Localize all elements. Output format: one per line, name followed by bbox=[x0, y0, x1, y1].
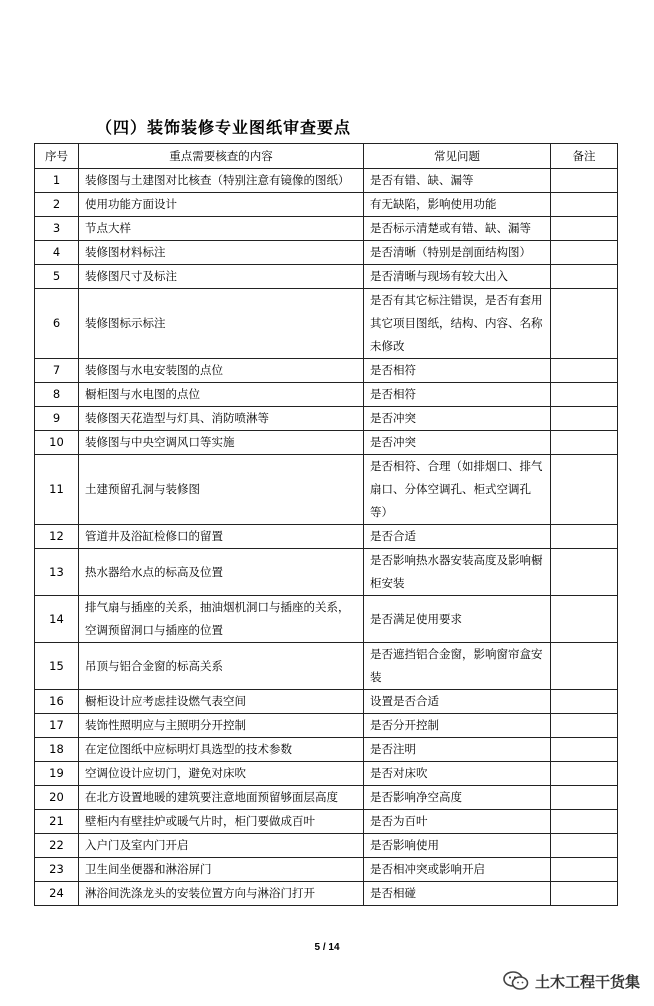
row-note bbox=[551, 265, 618, 289]
table-row bbox=[35, 714, 618, 738]
row-content: 入户门及室内门开启 bbox=[79, 834, 364, 858]
row-content: 装修图天花造型与灯具、消防喷淋等 bbox=[79, 407, 364, 431]
header-content: 重点需要核查的内容 bbox=[79, 144, 364, 169]
row-note bbox=[551, 455, 618, 525]
row-number: 18 bbox=[35, 738, 79, 762]
row-issue: 是否注明 bbox=[364, 738, 551, 762]
table-row bbox=[35, 217, 618, 241]
row-note bbox=[551, 359, 618, 383]
row-note bbox=[551, 549, 618, 596]
row-number: 22 bbox=[35, 834, 79, 858]
row-issue: 是否冲突 bbox=[364, 407, 551, 431]
table-row bbox=[35, 690, 618, 714]
row-content: 在北方设置地暖的建筑要注意地面预留够面层高度 bbox=[79, 786, 364, 810]
row-note bbox=[551, 643, 618, 690]
row-number: 1 bbox=[35, 169, 79, 193]
row-content: 装修图与土建图对比核查（特别注意有镜像的图纸） bbox=[79, 169, 364, 193]
row-note bbox=[551, 882, 618, 906]
row-issue: 是否相符、合理（如排烟口、排气扇口、分体空调孔、柜式空调孔等） bbox=[364, 455, 551, 525]
row-content: 装修图与水电安装图的点位 bbox=[79, 359, 364, 383]
row-number: 9 bbox=[35, 407, 79, 431]
row-note bbox=[551, 762, 618, 786]
wechat-icon bbox=[503, 970, 529, 992]
row-number: 23 bbox=[35, 858, 79, 882]
row-content: 排气扇与插座的关系，抽油烟机洞口与插座的关系，空调预留洞口与插座的位置 bbox=[79, 596, 364, 643]
row-number: 17 bbox=[35, 714, 79, 738]
row-issue: 是否冲突 bbox=[364, 431, 551, 455]
row-note bbox=[551, 596, 618, 643]
table-row bbox=[35, 834, 618, 858]
row-content: 壁柜内有壁挂炉或暖气片时，柜门要做成百叶 bbox=[79, 810, 364, 834]
row-issue: 是否满足使用要求 bbox=[364, 596, 551, 643]
review-table bbox=[34, 143, 618, 906]
row-number: 7 bbox=[35, 359, 79, 383]
row-issue: 是否对床吹 bbox=[364, 762, 551, 786]
row-issue: 设置是否合适 bbox=[364, 690, 551, 714]
row-content: 节点大样 bbox=[79, 217, 364, 241]
row-content: 吊顶与铝合金窗的标高关系 bbox=[79, 643, 364, 690]
row-content: 热水器给水点的标高及位置 bbox=[79, 549, 364, 596]
table-row bbox=[35, 265, 618, 289]
table-row bbox=[35, 858, 618, 882]
table-row bbox=[35, 289, 618, 359]
table-row bbox=[35, 241, 618, 265]
row-content: 橱柜图与水电图的点位 bbox=[79, 383, 364, 407]
row-note bbox=[551, 858, 618, 882]
row-content: 装修图与中央空调风口等实施 bbox=[79, 431, 364, 455]
row-content: 土建预留孔洞与装修图 bbox=[79, 455, 364, 525]
table-row bbox=[35, 455, 618, 525]
row-number: 21 bbox=[35, 810, 79, 834]
watermark-text: 土木工程干货集 bbox=[534, 972, 640, 991]
row-note bbox=[551, 407, 618, 431]
row-number: 11 bbox=[35, 455, 79, 525]
row-issue: 是否有错、缺、漏等 bbox=[364, 169, 551, 193]
table-row bbox=[35, 431, 618, 455]
row-note bbox=[551, 169, 618, 193]
table-row bbox=[35, 383, 618, 407]
row-issue: 是否标示清楚或有错、缺、漏等 bbox=[364, 217, 551, 241]
watermark bbox=[503, 970, 640, 992]
row-issue: 是否相碰 bbox=[364, 882, 551, 906]
row-issue: 是否清晰与现场有较大出入 bbox=[364, 265, 551, 289]
row-issue: 是否为百叶 bbox=[364, 810, 551, 834]
page-title: （四）装饰装修专业图纸审查要点 bbox=[96, 118, 352, 137]
row-content: 淋浴间洗涤龙头的安装位置方向与淋浴门打开 bbox=[79, 882, 364, 906]
table-header-row bbox=[35, 144, 618, 169]
row-issue: 是否分开控制 bbox=[364, 714, 551, 738]
row-content: 管道井及浴缸检修口的留置 bbox=[79, 525, 364, 549]
table-row bbox=[35, 193, 618, 217]
table-row bbox=[35, 738, 618, 762]
row-number: 5 bbox=[35, 265, 79, 289]
row-note bbox=[551, 810, 618, 834]
row-note bbox=[551, 383, 618, 407]
page-number: 5 / 14 bbox=[314, 942, 340, 953]
header-issue: 常见问题 bbox=[364, 144, 551, 169]
row-issue: 是否合适 bbox=[364, 525, 551, 549]
table-body bbox=[35, 169, 618, 906]
row-number: 16 bbox=[35, 690, 79, 714]
row-issue: 有无缺陷，影响使用功能 bbox=[364, 193, 551, 217]
row-issue: 是否相冲突或影响开启 bbox=[364, 858, 551, 882]
row-issue: 是否影响热水器安装高度及影响橱柜安装 bbox=[364, 549, 551, 596]
row-number: 15 bbox=[35, 643, 79, 690]
row-number: 14 bbox=[35, 596, 79, 643]
row-note bbox=[551, 690, 618, 714]
row-note bbox=[551, 834, 618, 858]
row-issue: 是否影响使用 bbox=[364, 834, 551, 858]
table-row bbox=[35, 643, 618, 690]
table-row bbox=[35, 762, 618, 786]
table-row bbox=[35, 407, 618, 431]
row-content: 使用功能方面设计 bbox=[79, 193, 364, 217]
row-note bbox=[551, 241, 618, 265]
row-issue: 是否清晰（特别是剖面结构图） bbox=[364, 241, 551, 265]
row-issue: 是否遮挡铝合金窗，影响窗帘盒安装 bbox=[364, 643, 551, 690]
row-note bbox=[551, 738, 618, 762]
row-content: 装饰性照明应与主照明分开控制 bbox=[79, 714, 364, 738]
row-note bbox=[551, 193, 618, 217]
row-content: 在定位图纸中应标明灯具选型的技术参数 bbox=[79, 738, 364, 762]
row-issue: 是否有其它标注错误，是否有套用其它项目图纸，结构、内容、名称未修改 bbox=[364, 289, 551, 359]
row-content: 装修图尺寸及标注 bbox=[79, 265, 364, 289]
row-content: 卫生间坐便器和淋浴屏门 bbox=[79, 858, 364, 882]
row-issue: 是否相符 bbox=[364, 383, 551, 407]
table-row bbox=[35, 169, 618, 193]
table-row bbox=[35, 810, 618, 834]
row-issue: 是否影响净空高度 bbox=[364, 786, 551, 810]
row-number: 19 bbox=[35, 762, 79, 786]
table-row bbox=[35, 786, 618, 810]
table-row bbox=[35, 359, 618, 383]
row-number: 4 bbox=[35, 241, 79, 265]
row-content: 空调位设计应切门，避免对床吹 bbox=[79, 762, 364, 786]
row-content: 装修图材料标注 bbox=[79, 241, 364, 265]
row-note bbox=[551, 289, 618, 359]
row-note bbox=[551, 786, 618, 810]
header-no: 序号 bbox=[35, 144, 79, 169]
table-row bbox=[35, 549, 618, 596]
row-number: 8 bbox=[35, 383, 79, 407]
row-number: 20 bbox=[35, 786, 79, 810]
row-number: 24 bbox=[35, 882, 79, 906]
row-number: 3 bbox=[35, 217, 79, 241]
row-note bbox=[551, 217, 618, 241]
header-note: 备注 bbox=[551, 144, 618, 169]
row-note bbox=[551, 714, 618, 738]
row-number: 2 bbox=[35, 193, 79, 217]
row-number: 10 bbox=[35, 431, 79, 455]
row-number: 12 bbox=[35, 525, 79, 549]
table-row bbox=[35, 882, 618, 906]
row-number: 13 bbox=[35, 549, 79, 596]
table-row bbox=[35, 596, 618, 643]
row-content: 橱柜设计应考虑挂设燃气表空间 bbox=[79, 690, 364, 714]
row-note bbox=[551, 431, 618, 455]
table-row bbox=[35, 525, 618, 549]
row-note bbox=[551, 525, 618, 549]
row-issue: 是否相符 bbox=[364, 359, 551, 383]
row-content: 装修图标示标注 bbox=[79, 289, 364, 359]
row-number: 6 bbox=[35, 289, 79, 359]
